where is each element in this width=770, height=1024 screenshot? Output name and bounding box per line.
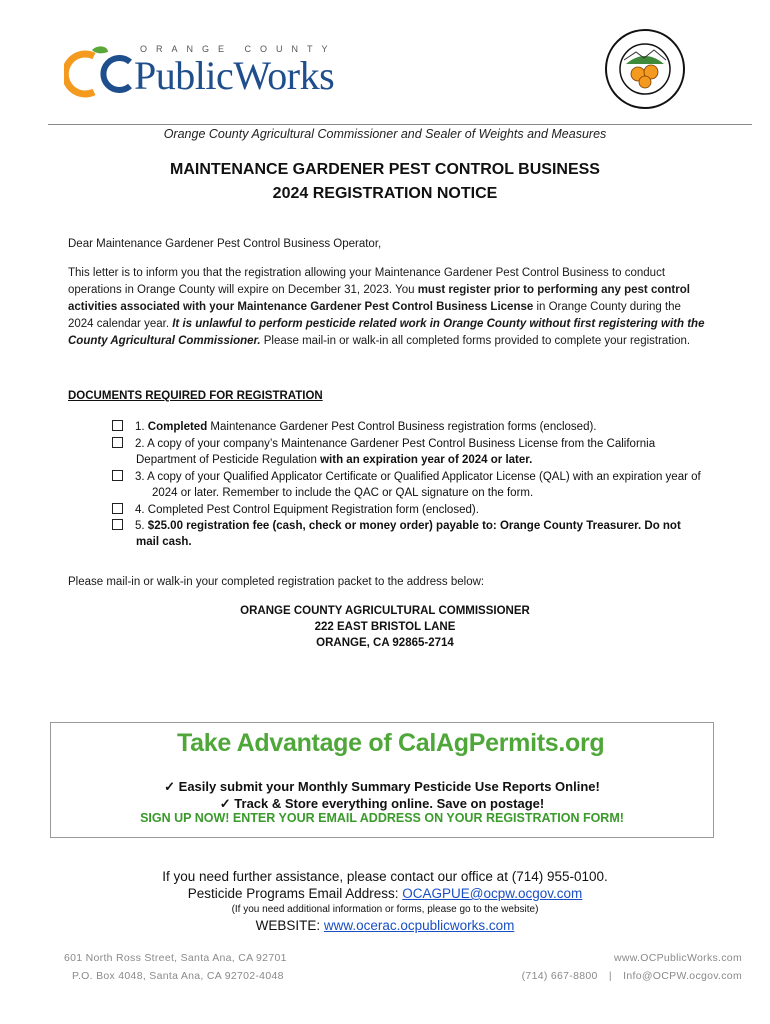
doc-item-3 [112,469,712,501]
para-text-1: This letter is to inform you that the registration allowing your Maintenance Gardener Pest Control Business to conduct operations in Orange County will expire on December 31, 2023. You [68,267,666,296]
email-link[interactable]: OCAGPUE@ocpw.ocgov.com [402,886,583,901]
footer-address-1: 601 North Ross Street, Santa Ana, CA 92701 [64,952,287,964]
footer-address-2: P.O. Box 4048, Santa Ana, CA 92702-4048 [72,970,284,982]
county-seal-icon [604,28,686,110]
oc-logo-mark-icon [64,46,134,98]
item-2-text-b: Department of Pesticide Regulation [136,454,321,466]
checkbox-item-3[interactable] [112,470,123,481]
doc-item-5 [112,518,712,550]
item-1-number: 1. [135,421,148,433]
email-label: Pesticide Programs Email Address: [187,886,403,901]
item-3-text-a: 3. A copy of your Qualified Applicator Certificate or Qualified Applicator License (QAL) with an expiration year of [135,471,701,483]
promo-signup: SIGN UP NOW! ENTER YOUR EMAIL ADDRESS ON YOUR REGISTRATION FORM! [140,811,624,825]
notice-title-line2: 2024 REGISTRATION NOTICE [272,185,498,202]
county-seal [604,28,686,110]
para-bold-unlawful: It is unlawful to perform pesticide related work in Orange County without first registering with the County Agricultural Commissioner. [68,318,705,347]
mailing-intro: Please mail-in or walk-in your completed registration packet to the address below: [68,576,485,588]
footer-email[interactable]: Info@OCPW.ocgov.com [623,970,742,982]
website-label: WEBSITE: [255,918,324,933]
checkbox-item-2[interactable] [112,437,123,448]
footer-separator: | [608,970,612,982]
website-line [0,918,770,933]
item-3-line2: 2024 or later. Remember to include the QAC or QAL signature on the form. [152,487,534,499]
para-text-2: in Orange County during the 2024 calendar year. [68,301,681,330]
item-1-bold: Completed [147,421,208,433]
checkbox-item-4[interactable] [112,503,123,514]
footer-website[interactable]: www.OCPublicWorks.com [613,952,742,964]
logo-brand-text: PublicWorks [134,53,335,98]
documents-heading: DOCUMENTS REQUIRED FOR REGISTRATION [68,390,323,402]
item-5-bold-b: mail cash. [136,536,192,548]
item-1-text: Maintenance Gardener Pest Control Business registration forms (enclosed). [207,421,597,433]
promo-check-1: ✓ Easily submit your Monthly Summary Pesticide Use Reports Online! [164,779,600,794]
calagpermits-promo-box [50,722,714,838]
salutation: Dear Maintenance Gardener Pest Control Business Operator, [68,238,382,250]
item-2-line2 [112,452,712,468]
website-link[interactable]: www.ocerac.ocpublicworks.com [323,918,515,933]
logo-small-text: ORANGE COUNTY [140,44,337,54]
para-bold-register: must register prior to performing any pest control activities associated with your Maintenance Gardener Pest Control Business License [68,284,690,313]
ocpw-logo [64,40,384,100]
doc-item-4 [112,502,712,518]
address-line2: 222 EAST BRISTOL LANE [314,621,456,633]
checkbox-item-1[interactable] [112,420,123,431]
item-5-number: 5. [135,520,148,532]
checkbox-item-5[interactable] [112,519,123,530]
website-note: (If you need additional information or forms, please go to the website) [231,904,539,915]
item-2-bold: with an expiration year of 2024 or later. [320,454,533,466]
item-5-bold-a: $25.00 registration fee (cash, check or money order) payable to: Orange County Treasurer. Do not [147,520,681,532]
letter-paragraph [68,265,708,350]
doc-item-2 [112,436,712,468]
address-line3: ORANGE, CA 92865-2714 [316,637,454,649]
address-line1: ORANGE COUNTY AGRICULTURAL COMMISSIONER [240,605,530,617]
header-rule [48,124,752,125]
agency-subtitle: Orange County Agricultural Commissioner and Sealer of Weights and Measures [163,127,607,141]
notice-title-line1: MAINTENANCE GARDENER PEST CONTROL BUSINESS [170,161,600,178]
assistance-line: If you need further assistance, please contact our office at (714) 955-0100. [162,869,608,884]
email-line [0,886,770,901]
promo-title: Take Advantage of CalAgPermits.org [177,729,605,757]
footer-phone: (714) 667-8800 [521,970,598,982]
item-4-text: 4. Completed Pest Control Equipment Registration form (enclosed). [135,504,479,516]
promo-check-2: ✓ Track & Store everything online. Save on postage! [219,796,545,811]
para-text-3: Please mail-in or walk-in all completed forms provided to complete your registration. [260,335,691,347]
doc-item-1 [112,419,712,435]
item-2-text-a: 2. A copy of your company’s Maintenance Gardener Pest Control Business License from the California [135,438,656,450]
footer-contact [522,970,742,982]
